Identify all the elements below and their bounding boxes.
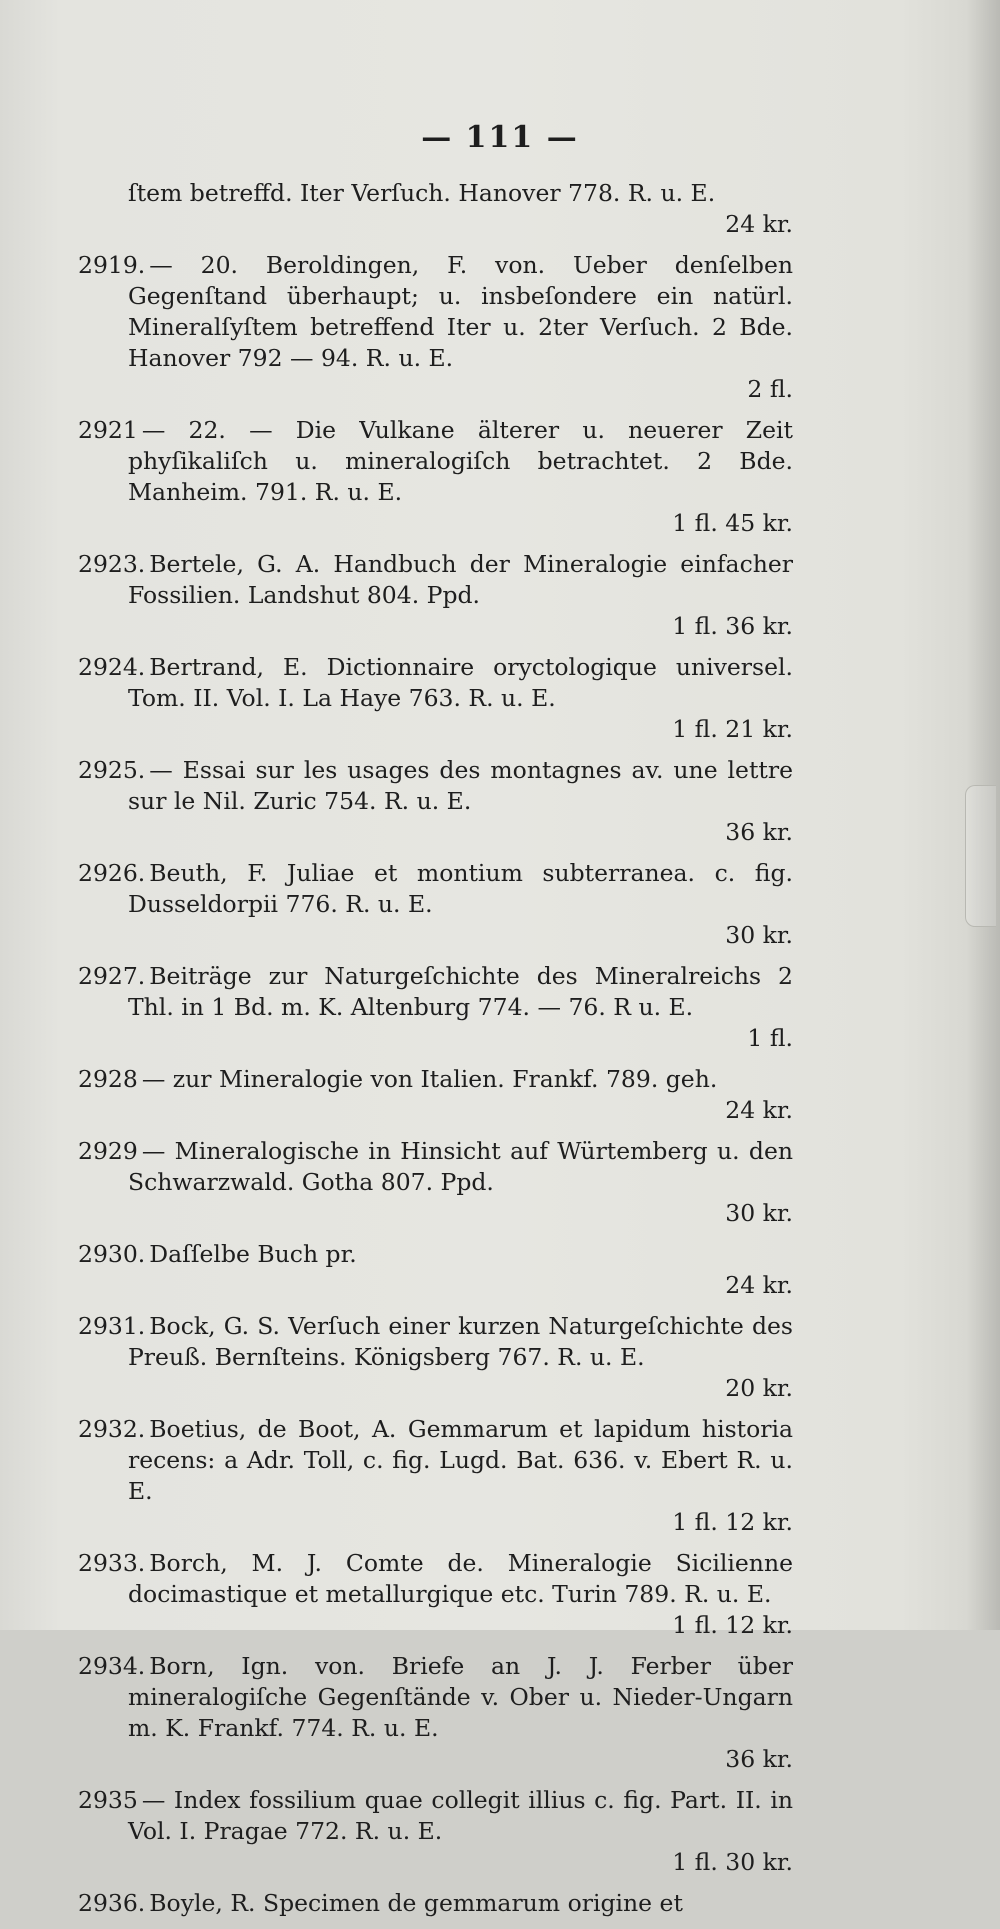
entry-text: — Essai sur les usages des montagnes av. une lettre sur le Nil. Zuric 754. R. u. E. (128, 756, 793, 815)
entry-text: Bertrand, E. Dictionnaire oryctologique universel. Tom. II. Vol. I. La Haye 763. R. u. E. (128, 653, 793, 712)
catalog-content (78, 178, 793, 1929)
entry-number: 2929 (78, 1137, 138, 1165)
entry-text: Born, Ign. von. Briefe an J. J. Ferber über mineralogiſche Gegenſtände v. Ober u. Nieder-Ungarn m. K. Frankf. 774. R. u. E. (128, 1652, 793, 1742)
catalog-entry (78, 1311, 793, 1404)
entry-price: 2 fl. (747, 375, 793, 403)
entry-price: 30 kr. (725, 1199, 793, 1227)
continuation-price: 24 kr. (725, 210, 793, 238)
catalog-entry (78, 755, 793, 848)
catalog-entries (78, 250, 793, 1919)
catalog-entry (78, 1239, 793, 1301)
catalog-entry (78, 415, 793, 539)
catalog-entry (78, 652, 793, 745)
catalog-entry (78, 1651, 793, 1775)
entry-text: Bertele, G. A. Handbuch der Mineralogie einfacher Fossilien. Landshut 804. Ppd. (128, 550, 793, 609)
entry-text: — 22. — Die Vulkane älterer u. neuerer Zeit phyſikaliſch u. mineralogiſch betrachtet. 2 Bde. Manheim. 791. R. u. E. (128, 416, 793, 506)
entry-number: 2923. (78, 550, 146, 578)
catalog-entry (78, 1888, 793, 1919)
entry-price: 24 kr. (725, 1271, 793, 1299)
entry-price: 36 kr. (725, 818, 793, 846)
entry-text: Borch, M. J. Comte de. Mineralogie Sicilienne docimastique et metallurgique etc. Turin 789. R. u. E. (128, 1549, 793, 1608)
catalog-entry (78, 1414, 793, 1538)
entry-price: 1 fl. 36 kr. (672, 612, 793, 640)
catalog-entry (78, 858, 793, 951)
entry-number: 2921 (78, 416, 138, 444)
entry-text: Boyle, R. Specimen de gemmarum origine et (149, 1889, 683, 1917)
entry-price: 24 kr. (725, 1096, 793, 1124)
catalog-entry (78, 549, 793, 642)
entry-number: 2931. (78, 1312, 146, 1340)
entry-number: 2919. (78, 251, 146, 279)
page-tab-mark (965, 785, 996, 927)
entry-number: 2934. (78, 1652, 146, 1680)
entry-text: — Mineralogische in Hinsicht auf Würtemberg u. den Schwarzwald. Gotha 807. Ppd. (128, 1137, 793, 1196)
entry-price: 30 kr. (725, 921, 793, 949)
entry-text: Beuth, F. Juliae et montium subterranea. c. fig. Dusseldorpii 776. R. u. E. (128, 859, 793, 918)
entry-number: 2933. (78, 1549, 146, 1577)
continuation-entry (78, 178, 793, 240)
entry-text: Daſſelbe Buch pr. (149, 1240, 357, 1268)
entry-price: 20 kr. (725, 1374, 793, 1402)
entry-number: 2924. (78, 653, 146, 681)
entry-text: — zur Mineralogie von Italien. Frankf. 789. geh. (141, 1065, 718, 1093)
entry-number: 2928 (78, 1065, 138, 1093)
entry-text: Beiträge zur Naturgeſchichte des Mineralreichs 2 Thl. in 1 Bd. m. K. Altenburg 774. — 76. R u. E. (128, 962, 793, 1021)
entry-text: Boetius, de Boot, A. Gemmarum et lapidum historia recens: a Adr. Toll, c. fig. Lugd. Bat. 636. v. Ebert R. u. E. (128, 1415, 793, 1505)
entry-number: 2936. (78, 1889, 146, 1917)
entry-number: 2927. (78, 962, 146, 990)
continuation-text: ſtem betreffd. Iter Verſuch. Hanover 778. R. u. E. (128, 179, 716, 207)
catalog-entry (78, 1136, 793, 1229)
entry-text: — Index fossilium quae collegit illius c. fig. Part. II. in Vol. I. Pragae 772. R. u. E. (128, 1786, 793, 1845)
catalog-entry (78, 1785, 793, 1878)
entry-price: 1 fl. 30 kr. (672, 1848, 793, 1876)
entry-number: 2932. (78, 1415, 146, 1443)
entry-price: 1 fl. 12 kr. (672, 1611, 793, 1639)
entry-number: 2935 (78, 1786, 138, 1814)
entry-price: 36 kr. (725, 1745, 793, 1773)
entry-text: — 20. Beroldingen, F. von. Ueber denſelben Gegenſtand überhaupt; u. insbeſondere ein natürl. Mineralſyſtem betreffend Iter u. 2ter Verſuch. 2 Bde. Hanover 792 — 94. R. u. E. (128, 251, 793, 372)
entry-price: 1 fl. 12 kr. (672, 1508, 793, 1536)
entry-price: 1 fl. 21 kr. (672, 715, 793, 743)
page-number: — 111 — (421, 120, 579, 155)
entry-number: 2925. (78, 756, 146, 784)
entry-number: 2930. (78, 1240, 146, 1268)
catalog-entry (78, 250, 793, 405)
catalog-entry (78, 1548, 793, 1641)
entry-text: Bock, G. S. Verſuch einer kurzen Naturgeſchichte des Preuß. Bernſteins. Königsberg 767. R. u. E. (128, 1312, 793, 1371)
entry-number: 2926. (78, 859, 146, 887)
entry-price: 1 fl. 45 kr. (672, 509, 793, 537)
catalog-entry (78, 1064, 793, 1126)
entry-price: 1 fl. (747, 1024, 793, 1052)
catalog-entry (78, 961, 793, 1054)
